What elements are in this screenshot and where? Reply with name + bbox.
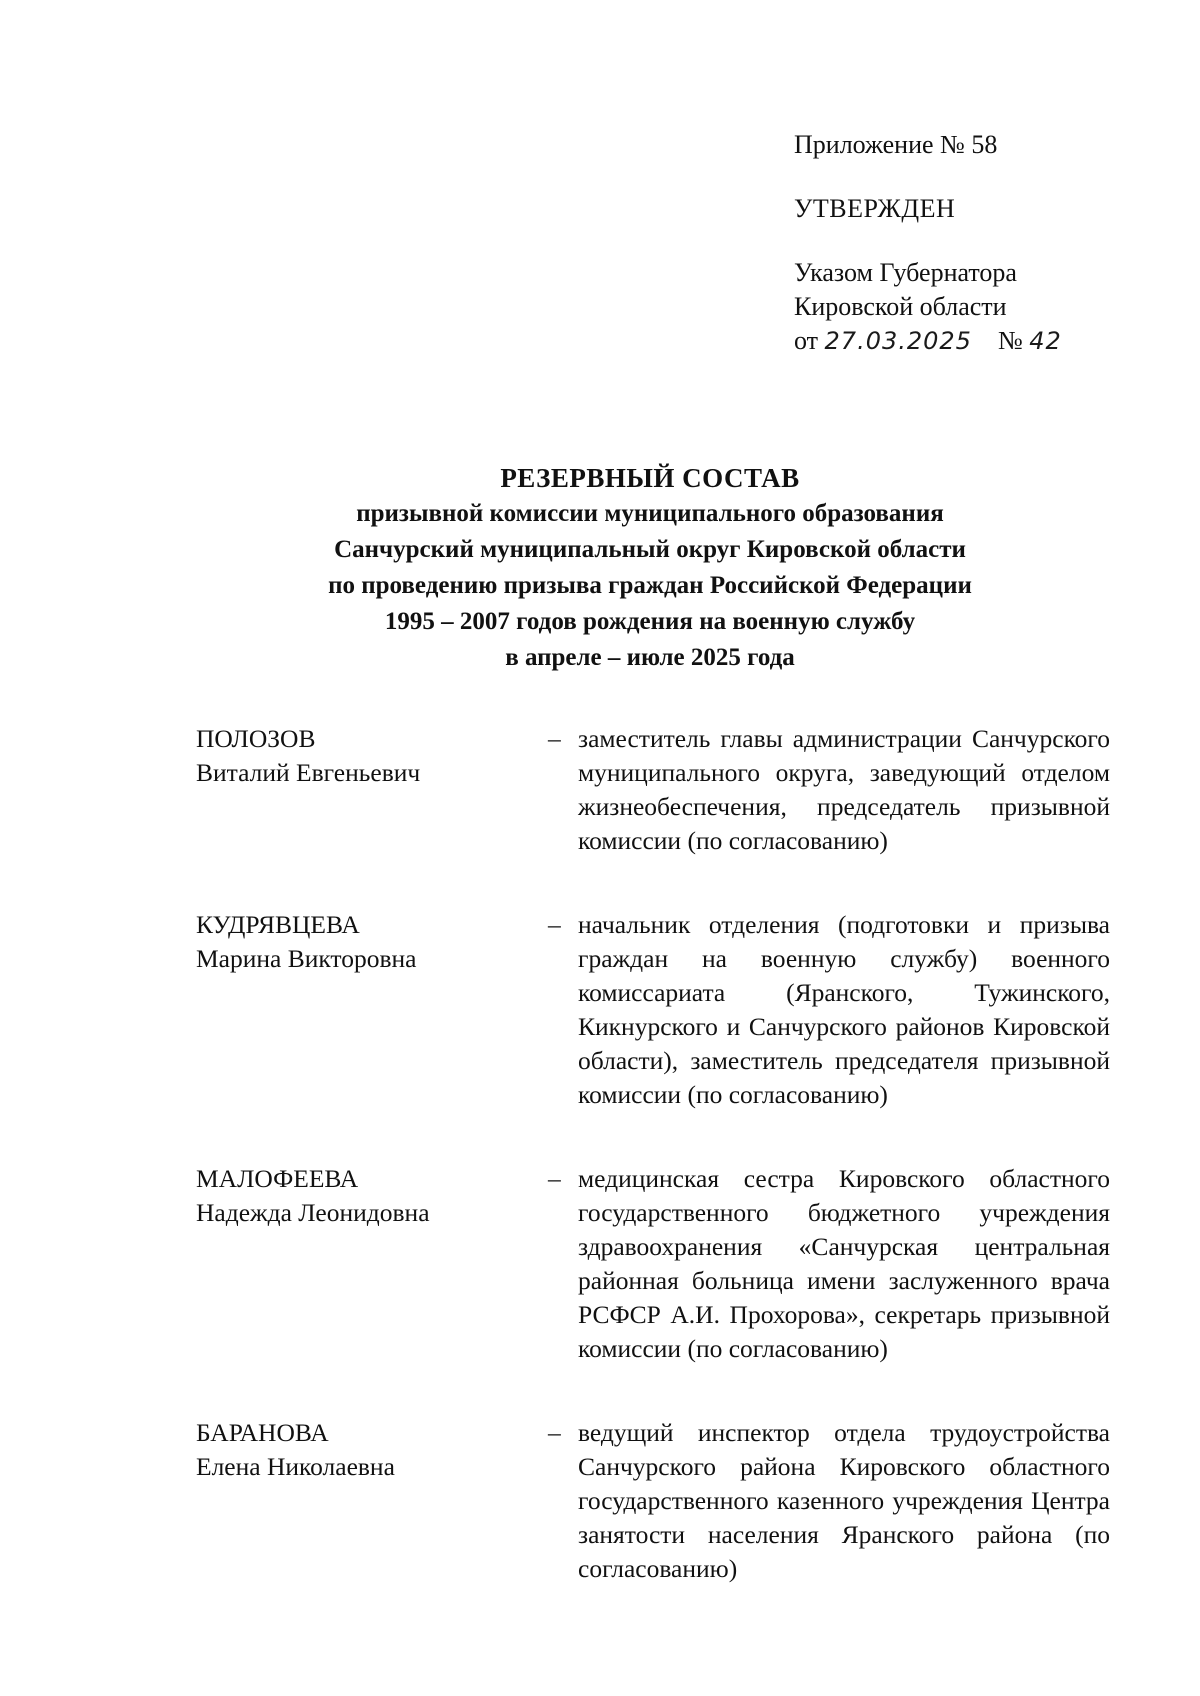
member-dash: – xyxy=(548,1418,561,1447)
decree-line-1: Указом Губернатора xyxy=(794,258,1017,287)
members-list xyxy=(196,722,1116,1636)
handwritten-date: 27.03.2025 xyxy=(824,327,972,355)
member-role: заместитель главы администрации Санчурского муниципального округа, заведующий отделом жизнеобеспечения, председатель призывной комиссии (по согласованию) xyxy=(578,724,1110,855)
member-surname: ПОЛОЗОВ xyxy=(196,724,316,753)
title-main: РЕЗЕРВНЫЙ СОСТАВ xyxy=(500,463,800,493)
member-name xyxy=(196,908,546,976)
member-given-name: Виталий Евгеньевич xyxy=(196,758,421,787)
title-line-3: по проведению призыва граждан Российской Федерации xyxy=(328,572,972,599)
handwritten-number: 42 xyxy=(1029,327,1062,355)
title-line-1: призывной комиссии муниципального образования xyxy=(356,500,944,527)
member-name xyxy=(196,1416,546,1484)
member-surname: БАРАНОВА xyxy=(196,1418,329,1447)
title-line-4: 1995 – 2007 годов рождения на военную службу xyxy=(384,608,916,635)
member-dash: – xyxy=(548,724,561,753)
member-name xyxy=(196,722,546,790)
document-title xyxy=(200,460,1100,676)
member-given-name: Марина Викторовна xyxy=(196,944,417,973)
member-dash: – xyxy=(548,910,561,939)
member-surname: МАЛОФЕЕВА xyxy=(196,1164,359,1193)
decree-date-line xyxy=(794,324,1154,358)
appendix-number: Приложение № 58 xyxy=(794,130,998,159)
approval-stamp-block xyxy=(794,128,1154,358)
approved-label: УТВЕРЖДЕН xyxy=(794,194,956,223)
decree-line-2: Кировской области xyxy=(794,292,1007,321)
member-entry xyxy=(196,1416,1116,1586)
member-entry xyxy=(196,1162,1116,1366)
member-dash: – xyxy=(548,1164,561,1193)
member-role: начальник отделения (подготовки и призыва граждан на военную службу) военного комиссариата (Яранского, Тужинского, Кикнурского и Санчурского районов Кировской области), заместитель председателя призывной комиссии (по согласованию) xyxy=(578,910,1110,1109)
member-entry xyxy=(196,908,1116,1112)
title-line-5: в апреле – июле 2025 года xyxy=(505,644,795,671)
number-prefix: № xyxy=(997,326,1023,355)
member-name xyxy=(196,1162,546,1230)
title-line-2: Санчурский муниципальный округ Кировской области xyxy=(334,536,966,563)
member-role: ведущий инспектор отдела трудоустройства Санчурского района Кировского областного государственного казенного учреждения Центра занятости населения Яранского района (по согласованию) xyxy=(578,1418,1110,1583)
member-surname: КУДРЯВЦЕВА xyxy=(196,910,360,939)
member-given-name: Елена Николаевна xyxy=(196,1452,395,1481)
member-role: медицинская сестра Кировского областного государственного бюджетного учреждения здравоохранения «Санчурская центральная районная больница имени заслуженного врача РСФСР А.И. Прохорова», секретарь призывной комиссии (по согласованию) xyxy=(578,1164,1110,1363)
member-given-name: Надежда Леонидовна xyxy=(196,1198,430,1227)
date-prefix: от xyxy=(794,326,819,355)
member-entry xyxy=(196,722,1116,858)
